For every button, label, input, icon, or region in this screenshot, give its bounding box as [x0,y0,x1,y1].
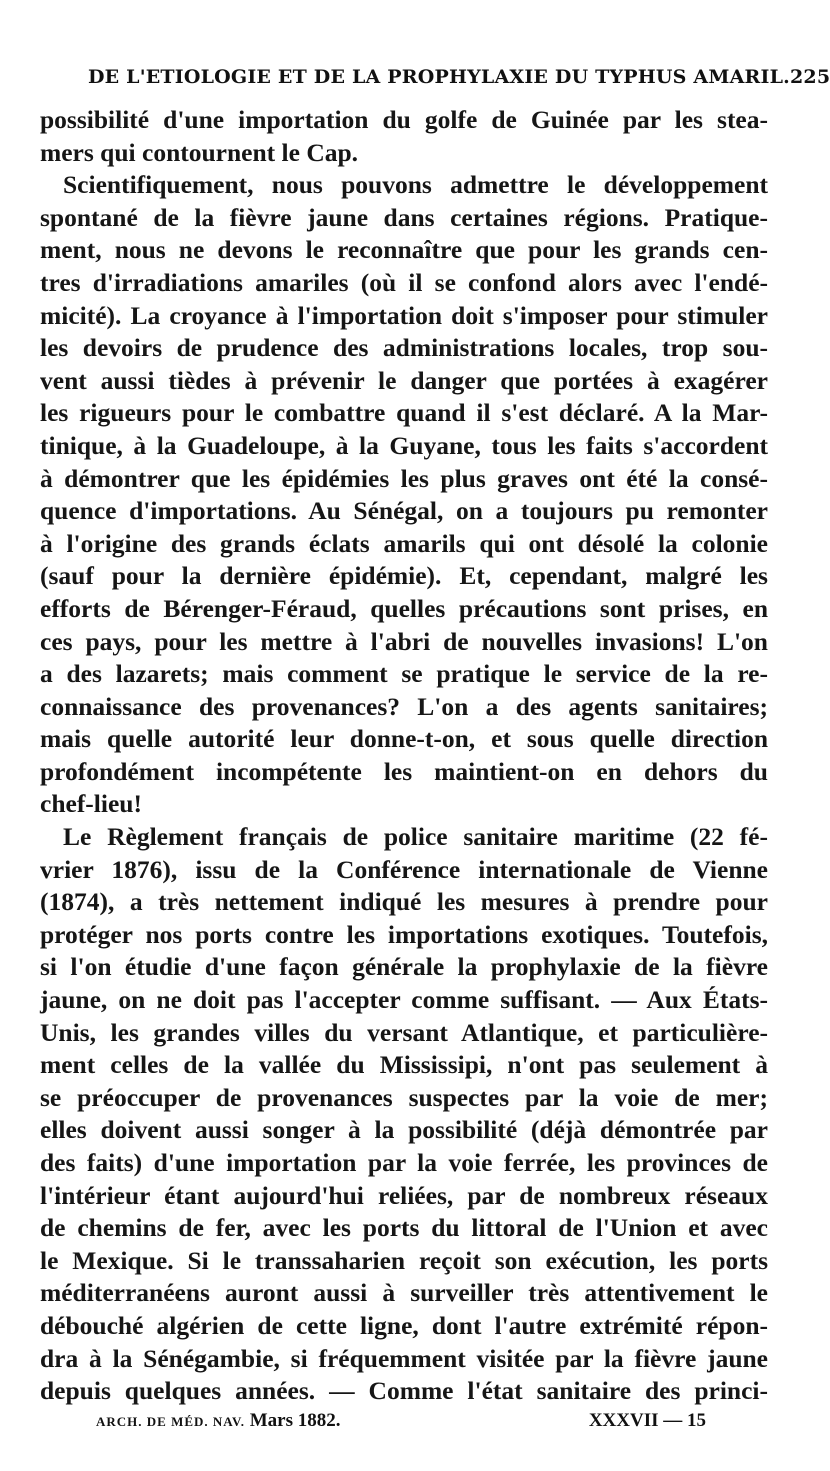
text-line: profondément incompétente les maintient-on en dehors du [40,756,768,786]
text-line: (sauf pour la dernière épidémie). Et, cependant, malgré les [40,561,768,591]
text-line: Unis, les grandes villes du versant Atlantique, et particulière- [40,1017,768,1047]
text-line: tres d'irradiations amariles (où il se confond alors avec l'endé- [40,267,768,297]
text-line: dra à la Sénégambie, si fréquemment visitée par la fièvre jaune [40,1343,768,1373]
text-line: ces pays, pour les mettre à l'abri de nouvelles invasions! L'on [40,626,768,656]
text-line: à démontrer que les épidémies les plus graves ont été la consé- [40,463,768,493]
footer-signature: XXXVII — 15 [588,1410,706,1431]
running-head-title: DE L'ETIOLOGIE ET DE LA PROPHYLAXIE DU TYPHUS AMARIL. [88,66,790,88]
text-line: débouché algérien de cette ligne, dont l'autre extrémité répon- [40,1310,768,1340]
text-line: mers qui contournent le Cap. [40,137,359,167]
text-line: si l'on étudie d'une façon générale la prophylaxie de la fièvre [40,952,768,982]
text-line: (1874), a très nettement indiqué les mesures à prendre pour [40,887,768,917]
text-line: l'intérieur étant aujourd'hui reliées, par de nombreux réseaux [40,1180,768,1210]
text-line: à l'origine des grands éclats amarils qui ont désolé la colonie [40,528,768,558]
text-line: chef-lieu! [40,789,142,819]
text-line: méditerranéens auront aussi à surveiller très attentivement le [40,1278,768,1308]
text-line: des faits) d'une importation par la voie ferrée, les provinces de [40,1148,768,1177]
text-line: les devoirs de prudence des administrations locales, trop sou- [40,333,768,363]
footer-source [96,1410,341,1432]
journal-abbrev: ARCH. DE MÉD. NAV. [96,1414,245,1429]
text-line: efforts de Bérenger-Féraud, quelles précautions sont prises, en [40,593,768,623]
text-line: jaune, on ne doit pas l'accepter comme suffisant. — Aux États- [40,985,768,1015]
text-line: depuis quelques années. — Comme l'état sanitaire des princi- [40,1376,768,1406]
page-number: 225 [790,66,830,88]
running-head [88,66,830,88]
text-line: vrier 1876), issu de la Conférence internationale de Vienne [40,854,768,884]
text-line: le Mexique. Si le transsaharien reçoit son exécution, les ports [40,1245,768,1275]
text-line: ment celles de la vallée du Mississipi, n'ont pas seulement à [40,1050,768,1080]
text-line: vent aussi tièdes à prévenir le danger que portées à exagérer [40,365,768,395]
text-line: tinique, à la Guadeloupe, à la Guyane, tous les faits s'accordent [40,430,768,460]
text-line: mais quelle autorité leur donne-t-on, et sous quelle direction [40,724,768,754]
text-line: Le Règlement français de police sanitaire maritime (22 fé- [63,822,768,852]
text-line: a des lazarets; mais comment se pratique le service de la re- [40,659,768,689]
text-line: spontané de la fièvre jaune dans certaines régions. Pratique- [40,202,768,232]
text-line: protéger nos ports contre les importations exotiques. Toutefois, [40,919,768,949]
text-line: se préoccuper de provenances suspectes par la voie de mer; [40,1082,768,1112]
text-line: possibilité d'une importation du golfe de Guinée par les stea- [40,105,768,134]
text-line: de chemins de fer, avec les ports du littoral de l'Union et avec [40,1213,768,1243]
text-line: Scientifiquement, nous pouvons admettre le développement [63,170,768,200]
footer-date: Mars 1882. [249,1410,341,1431]
text-line: connaissance des provenances? L'on a des agents sanitaires; [40,691,768,721]
text-line: micité). La croyance à l'importation doit s'imposer pour stimuler [40,300,768,330]
text-line: ment, nous ne devons le reconnaître que pour les grands cen- [40,235,768,265]
page-footer [96,1410,706,1432]
text-line: quence d'importations. Au Sénégal, on a toujours pu remonter [40,496,768,526]
text-line: les rigueurs pour le combattre quand il s'est déclaré. A la Mar- [40,398,768,428]
body-text [40,104,768,1408]
text-line: elles doivent aussi songer à la possibilité (déjà démontrée par [40,1115,768,1145]
